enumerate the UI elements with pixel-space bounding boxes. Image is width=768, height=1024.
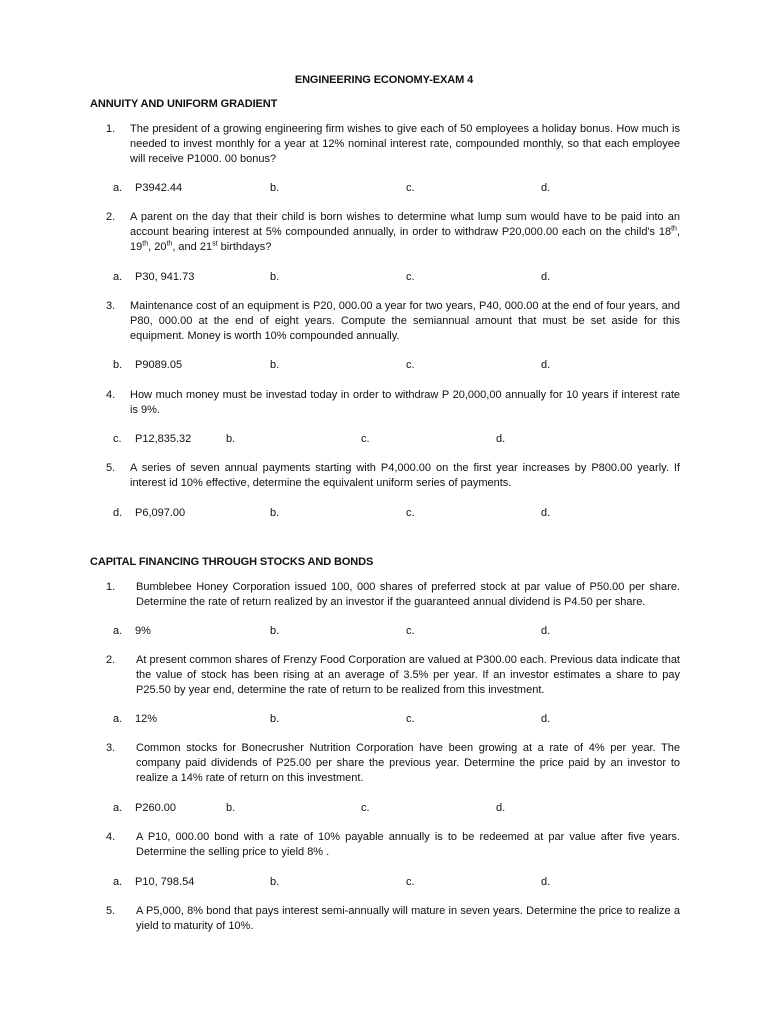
choice-b: b. <box>270 713 280 725</box>
choice-d: d. <box>541 182 551 194</box>
question-1-2 <box>106 210 680 255</box>
choice-letter: a. <box>113 271 123 283</box>
choice-answer: P9089.05 <box>135 359 183 371</box>
question-text: The president of a growing engineering firm wishes to give each of 50 employees a holiday bonus. How much is needed to invest monthly for a year at 12% nominal interest rate, compounded monthly, so that each employee will receive P1000. 00 bonus? <box>130 123 680 165</box>
choice-d: d. <box>541 713 551 725</box>
choice-answer: 12% <box>135 713 158 725</box>
choice-c: c. <box>406 182 415 194</box>
choice-answer: P30, 941.73 <box>135 271 195 283</box>
question-text: Common stocks for Bonecrusher Nutrition Corporation have been growing at a rate of 4% per year. The company paid dividends of P25.00 per share the previous year. Determine the price paid by an investor to realize a 14% rate of return on this investment. <box>136 742 680 784</box>
choice-answer: P6,097.00 <box>135 507 186 519</box>
question-2-2 <box>106 653 680 698</box>
choice-d: d. <box>541 271 551 283</box>
choice-letter: c. <box>113 433 122 445</box>
choice-letter: a. <box>113 625 123 637</box>
section-heading-annuity: ANNUITY AND UNIFORM GRADIENT <box>90 98 278 110</box>
choice-letter: a. <box>113 713 123 725</box>
question-1-5 <box>106 461 680 491</box>
choice-b: b. <box>270 625 280 637</box>
choice-c: c. <box>361 802 370 814</box>
choice-c: c. <box>406 625 415 637</box>
choice-d: d. <box>541 359 551 371</box>
choice-c: c. <box>406 271 415 283</box>
question-text: A P5,000, 8% bond that pays interest semi-annually will mature in seven years. Determine the price to realize a yield to maturity of 10%. <box>136 905 680 932</box>
question-number: 2. <box>106 654 116 666</box>
choice-d: d. <box>496 433 506 445</box>
question-text: Bumblebee Honey Corporation issued 100, 000 shares of preferred stock at par value of P50.00 per share. Determine the rate of return realized by an investor if the guaranteed annual dividend is P4.50 per share. <box>136 581 680 608</box>
question-1-4 <box>106 388 680 418</box>
choice-b: b. <box>270 876 280 888</box>
choice-d: d. <box>541 876 551 888</box>
question-number: 3. <box>106 742 116 754</box>
question-2-3 <box>106 741 680 786</box>
choice-b: b. <box>226 802 236 814</box>
question-1-3 <box>106 299 680 344</box>
question-text: A parent on the day that their child is born wishes to determine what lump sum would have to be paid into an account bearing interest at 5% compounded annually, in order to withdraw P20,000.00 each on the child's 18th, 19th, 20th, and 21st birthdays? <box>130 211 680 253</box>
question-number: 1. <box>106 123 116 135</box>
question-2-4 <box>106 830 680 860</box>
choice-answer: P3942.44 <box>135 182 183 194</box>
choice-c: c. <box>361 433 370 445</box>
choice-c: c. <box>406 359 415 371</box>
choice-d: d. <box>541 507 551 519</box>
question-text: A P10, 000.00 bond with a rate of 10% payable annually is to be redeemed at par value after five years. Determine the selling price to yield 8% . <box>136 831 680 858</box>
question-number: 2. <box>106 211 116 223</box>
choice-d: d. <box>496 802 506 814</box>
choice-b: b. <box>270 182 280 194</box>
choice-b: b. <box>270 271 280 283</box>
question-number: 4. <box>106 389 116 401</box>
choice-c: c. <box>406 713 415 725</box>
question-number: 3. <box>106 300 116 312</box>
choice-c: c. <box>406 876 415 888</box>
question-number: 5. <box>106 462 116 474</box>
choice-b: b. <box>226 433 236 445</box>
choice-letter: a. <box>113 876 123 888</box>
question-text: A series of seven annual payments starting with P4,000.00 on the first year increases by P800.00 yearly. If interest id 10% effective, determine the equivalent uniform series of payments. <box>130 462 680 489</box>
choice-b: b. <box>270 359 280 371</box>
choice-answer: 9% <box>135 625 151 637</box>
choice-letter: a. <box>113 802 123 814</box>
question-2-1 <box>106 580 680 610</box>
question-text: Maintenance cost of an equipment is P20, 000.00 a year for two years, P40, 000.00 at the end of four years, and P80, 000.00 at the end of eight years. Compute the semiannual amount that must be set aside for this equipment. Money is worth 10% compounded annually. <box>130 300 680 342</box>
document-title: ENGINEERING ECONOMY-EXAM 4 <box>294 74 474 86</box>
section-heading-stocks-bonds: CAPITAL FINANCING THROUGH STOCKS AND BONDS <box>90 556 374 568</box>
question-number: 1. <box>106 581 116 593</box>
question-2-5 <box>106 904 680 934</box>
question-number: 4. <box>106 831 116 843</box>
choice-answer: P12,835.32 <box>135 433 192 445</box>
choice-b: b. <box>270 507 280 519</box>
choice-letter: d. <box>113 507 123 519</box>
question-1-1 <box>106 122 680 167</box>
question-text: How much money must be investad today in order to withdraw P 20,000,00 annually for 10 years if interest rate is 9%. <box>130 389 680 416</box>
choice-letter: b. <box>113 359 123 371</box>
choice-letter: a. <box>113 182 123 194</box>
choice-answer: P260.00 <box>135 802 176 814</box>
question-text: At present common shares of Frenzy Food Corporation are valued at P300.00 each. Previous data indicate that the value of stock has been rising at an average of 3.5% per year. If an investor estimates a share to pay P25.50 by year end, determine the rate of return to be realized from this investment. <box>136 654 680 696</box>
choice-answer: P10, 798.54 <box>135 876 195 888</box>
question-number: 5. <box>106 905 116 917</box>
choice-d: d. <box>541 625 551 637</box>
choice-c: c. <box>406 507 415 519</box>
